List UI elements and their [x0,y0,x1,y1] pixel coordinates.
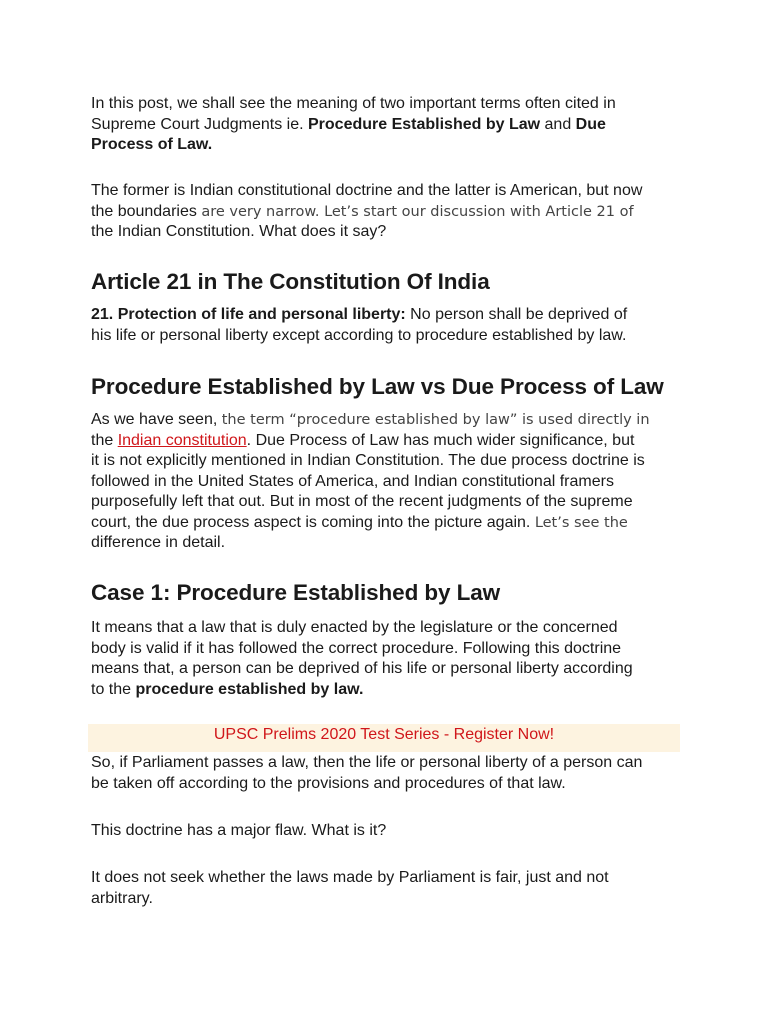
text-line: . Due Process of Law has much wider significance, but [246,431,635,449]
heading-vs: Procedure Established by Law vs Due Process of Law [91,374,664,399]
bold-term: Procedure Established by Law [308,115,541,133]
text-line: the Indian Constitution. What does it say? [91,223,387,240]
bold-term: Process of Law. [91,136,213,153]
intro-line: Supreme Court Judgments ie. [91,115,308,133]
fair-paragraph [91,868,691,909]
text-line: be taken off according to the provisions and procedures of that law. [91,774,566,792]
indian-constitution-link[interactable]: Indian constitution [117,431,247,449]
text-line: purposefully left that out. But in most of the recent judgments of the supreme [91,493,633,510]
text-line: This doctrine has a major flaw. What is it? [91,822,387,839]
promo-banner [88,724,680,752]
text-line: arbitrary. [91,889,153,907]
text-line: body is valid if it has followed the correct procedure. Following this doctrine [91,639,622,657]
text-line: to the [91,680,136,698]
heading-article-21: Article 21 in The Constitution Of India [91,269,490,294]
text-line: the boundaries [91,202,202,220]
text-line: Let’s see the [534,514,628,531]
text-line: his life or personal liberty except according to procedure established by law. [91,326,627,344]
vs-paragraph [91,410,691,554]
text-line: are very narrow. Let’s start our discussion with Article 21 of [201,203,634,220]
former-latter-paragraph [91,181,691,243]
register-now-link[interactable]: UPSC Prelims 2020 Test Series - Register Now! [213,726,555,743]
intro-paragraph [91,94,691,156]
flaw-paragraph [91,821,691,842]
bold-term: Due [575,115,606,133]
article-title: 21. Protection of life and personal liberty: [91,306,406,323]
text-line: the [91,431,118,449]
text-line: the term “procedure established by law” is used directly in [221,412,650,428]
text-line: As we have seen, [91,411,222,428]
text-line: followed in the United States of America, and Indian constitutional framers [91,472,614,490]
intro-line: and [540,115,576,133]
text-line: it is not explicitly mentioned in Indian Constitution. The due process doctrine is [91,452,645,469]
bold-term: procedure established by law. [135,680,364,698]
text-line: It does not seek whether the laws made by Parliament is fair, just and not [91,869,609,886]
text-line: No person shall be deprived of [405,306,628,323]
text-line: It means that a law that is duly enacted by the legislature or the concerned [91,619,618,636]
text-line: means that, a person can be deprived of his life or personal liberty according [91,660,633,677]
text-line: So, if Parliament passes a law, then the life or personal liberty of a person can [91,754,643,771]
article-21-paragraph [91,305,691,346]
text-line: court, the due process aspect is coming into the picture again. [91,513,535,531]
heading-case-1: Case 1: Procedure Established by Law [91,580,501,605]
text-line: The former is Indian constitutional doctrine and the latter is American, but now [91,182,643,199]
case1-paragraph [91,618,691,700]
intro-line: In this post, we shall see the meaning of two important terms often cited in [91,95,616,112]
parliament-paragraph [91,753,691,794]
text-line: difference in detail. [91,534,226,551]
